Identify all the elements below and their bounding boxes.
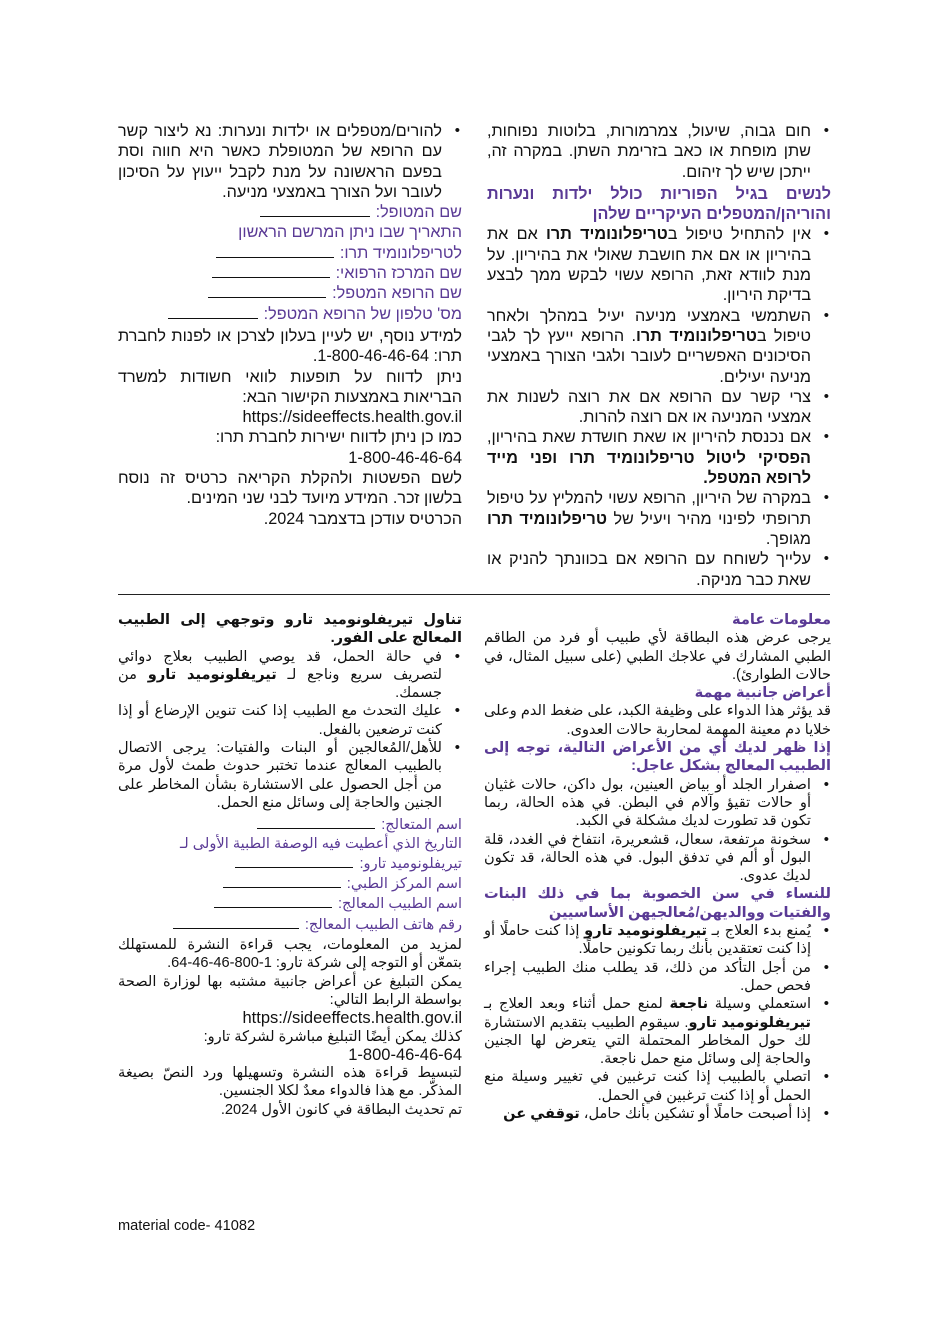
report-paragraph: يمكن التبليغ عن أعراض جانبية مشتبه بها لوزارة الصحة بواسطة الرابط التالي: (118, 973, 462, 1008)
list-item: • استعملي وسيلة ناجعة لمنع حمل أثناء وبعد العلاج بـ تيريفلونوميد تارو. سيقوم الطبيب بتقديم الاستشارة لك حول المخاطر المحتملة التي يتعرض لها الجنين والحاجة إلى وسائل منع حمل ناجعة. (484, 995, 831, 1068)
physician-name-field[interactable]: اسم الطبيب المعالج: (118, 893, 462, 913)
list-item: • אם נכנסת להיריון או שאת חושדת שאת בהיריון, הפסיקי ליטול טריפלונומיד תרו ופני מייד לרופא המטפל. (487, 427, 831, 488)
first-prescription-date-label: התאריך שבו ניתן המרשם הראשון (238, 223, 462, 242)
gender-note: لتبسيط قراءة هذه النشرة وتسهيلها ورد النصّ بصيغة المذكّر. مع هذا فالدواء معدٌ لكلا الجنسين. (118, 1065, 462, 1100)
physician-phone-field[interactable]: رقم هاتف الطبيب المعالج: (118, 914, 462, 934)
update-date: הכרטיס עודכן בדצמבר 2024. (263, 509, 462, 528)
general-info-paragraph: يرجى عرض هذه البطاقة لأي طبيب أو فرد من الطاقم الطبي المشارك في علاجك الطبي (على سبيل المثال، في حالات الطوارئ). (484, 630, 831, 683)
list-item: • إذا أصبحت حاملًا أو تشكين بأنك حامل، توقفي عن (484, 1105, 831, 1123)
section-heading: تناول تيريفلونوميد تارو وتوجهي إلى الطبيب المعالج على الفور. (118, 612, 462, 647)
he-left-column (118, 121, 462, 529)
ar-right-column (484, 611, 831, 1123)
list-item: • في حالة الحمل، قد يوصي الطبيب بعلاج دوائي لتصريف سريع وناجع لـ تيريفلونوميد تارو من جسمك. (118, 648, 462, 703)
report-link[interactable]: https://sideeffects.health.gov.il (242, 408, 462, 427)
list-item: • חום גבוה, שיעול, צמרמורות, בלוטות נפוחות, שתן מופחת או כאב בזרימת השתן. במקרה זה, ייתכן שיש לך זיהום. (487, 121, 831, 182)
list-item: • השתמשי באמצעי מניעה יעיל במהלך ולאחר טיפול בטריפלונומיד תרו. הרופא ייעץ לך לגבי הסיכונים האפשריים לעובר ולגבי הצורך באמצעי מניעה יעילים. (487, 306, 831, 387)
ar-left-column (118, 611, 462, 1119)
list-item: • يُمنع بدء العلاج بـ تيريفلونوميد تارو إذا كنت حاملًا أو إذا كنت تعتقدين بأنك ربما تكونين حاملًا. (484, 922, 831, 959)
gender-note: לשם הפשטות ולהקלת הקריאה כרטיס זה נוסח בלשון זכר. המידע מיועד לבני שני המינים. (118, 469, 462, 508)
list-item: • צרי קשר עם הרופא אם את רוצה לשנות את אמצעי המניעה או אם רוצה להרות. (487, 387, 831, 428)
patient-name-field[interactable]: اسم المتعالج: (118, 814, 462, 834)
material-code: material code- 41082 (118, 1218, 256, 1234)
section-heading: לנשים בגיל הפוריות כולל ילדות ונערות והוריהן/המטפלים העיקריים שלהן (487, 184, 831, 224)
section-heading: معلومات عامة (732, 612, 831, 628)
first-prescription-date-label: التاريخ الذي أعطيت فيه الوصفة الطبية الأولى لـ (179, 835, 462, 852)
medical-center-field[interactable]: اسم المركز الطبي: (118, 873, 462, 893)
list-item: • اصفرار الجلد أو بياض العينين، بول داكن، حالات غثيان أو حالات تقيؤ وآلام في البطن. في هذه الحالة، ربما تكون قد تطورت لديك مشكلة في الكبد. (484, 776, 831, 831)
patient-name-field[interactable]: שם המטופל: (118, 202, 462, 222)
medical-center-field[interactable]: שם המרכז הרפואי: (118, 263, 462, 283)
list-item: • عليك التحدث مع الطبيب إذا كنت تنوين الإرضاع أو إذا كنت ترضعين بالفعل. (118, 702, 462, 739)
list-item: • להורים/מטפלים או ילדות ונערות: נא ליצור קשר עם הרופא של המטופלת כאשר היא חווה וסת בפעם הראשונה על מנת לקבל ייעוץ על הסיכון לעובר ועל הצורך באמצעי מניעה. (118, 121, 462, 202)
list-item: • سخونة مرتفعة، سعال، قشعريرة، انتفاخ في الغدد، قلة البول أو ألم في تدفق البول. في هذه الحالة، قد تكون لديك عدوى. (484, 831, 831, 886)
report-paragraph: ניתן לדווח על תופעות לוואי חשודות למשרד הבריאות באמצעות הקישור הבא: (118, 367, 462, 406)
list-item: • من أجل التأكد من ذلك، قد يطلب منك الطبيب إجراء فحص حمل. (484, 959, 831, 996)
info-paragraph: لمزيد من المعلومات، يجب قراءة النشرة للمستهلك بتمعّن أو التوجه إلى شركة تارو: 1-800-46-46-64. (118, 937, 462, 972)
report-company-paragraph: כמו כן ניתן לדווח ישירות לחברת תרו: (215, 428, 462, 447)
company-phone: 1-800-46-46-64 (348, 448, 462, 467)
physician-phone-field[interactable]: מס' טלפון של הרופא המטפל: (118, 304, 462, 324)
section-heading: إذا ظهر لديك أي من الأعراض التالية، توجه إلى الطبيب المعالج بشكل عاجل: (484, 740, 831, 775)
section-heading: أعراض جانبية مهمة (694, 685, 831, 702)
first-prescription-date-field[interactable]: تيريفلونوميد تارو: (118, 853, 462, 873)
section-divider (118, 594, 830, 595)
report-link[interactable]: https://sideeffects.health.gov.il (242, 1009, 462, 1028)
info-paragraph: למידע נוסף, יש לעיין בעלון לצרכן או לפנות לחברת תרו: 1-800-46-46-64. (118, 326, 462, 366)
list-item: • اتصلي بالطبيب إذا كنت ترغبين في تغيير وسيلة منع الحمل أو إذا كنت ترغبين في الحمل. (484, 1068, 831, 1105)
list-item: • במקרה של היריון, הרופא עשוי להמליץ על טיפול תרופתי לפינוי מהיר ויעיל של טריפלונומיד תרו מגופך. (487, 488, 831, 549)
list-item: • אין להתחיל טיפול בטריפלונומיד תרו אם את בהיריון או אם את חושבת שאולי את בהיריון. על מנת לוודא זאת, הרופא עשוי לבקש ממך לבצע בדיקת היריון. (487, 224, 831, 305)
company-phone: 1-800-46-46-64 (348, 1045, 462, 1064)
update-date: تم تحديث البطاقة في كانون الأول 2024. (220, 1101, 462, 1118)
section-heading: للنساء في سن الخصوبة بما في ذلك البنات والفتيات ووالديهن/مُعالجيهن الأساسيين (484, 886, 831, 921)
side-effects-paragraph: قد يؤثر هذا الدواء على وظيفة الكبد، على ضغط الدم وعلى خلايا دم معينة المهمة لمحاربة حالات العدوى. (484, 703, 831, 738)
list-item: • للأهل/المُعالجين أو البنات والفتيات: يرجى الاتصال بالطبيب المعالج عندما تختبر حدوث طمث لأول مرة من أجل الحصول على الاستشارة بشأن المخاطر على الجنين والحاجة إلى وسائل منع الحمل. (118, 739, 462, 812)
report-company-paragraph: كذلك يمكن أيضًا التبليغ مباشرة لشركة تارو: (203, 1028, 462, 1045)
list-item: • עלייך לשוחח עם הרופא אם בכוונתך להניק או שאת כבר מניקה. (487, 549, 831, 590)
he-right-column (487, 121, 831, 590)
first-prescription-date-field[interactable]: לטריפלונומיד תרו: (118, 243, 462, 263)
physician-name-field[interactable]: שם הרופא המטפל: (118, 283, 462, 303)
